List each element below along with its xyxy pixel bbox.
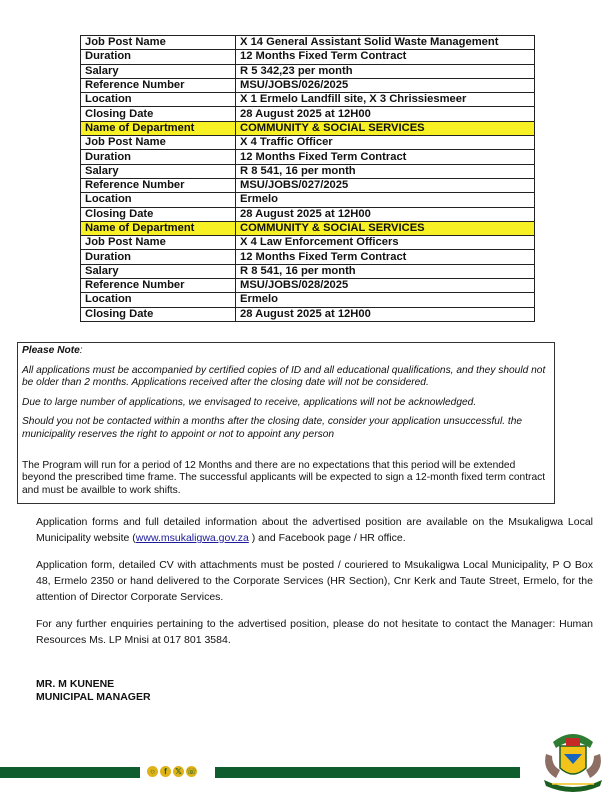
info-paragraph-website: Application forms and full detailed information about the advertised position are available on the Msukaligwa Local Municipality website (www.msukaligwa.gov.za ) and Facebook page / HR office. <box>36 516 593 544</box>
table-row <box>81 264 535 278</box>
table-row <box>81 279 535 293</box>
info-paragraph-submission: Application form, detailed CV with attachments must be posted / couriered to Msukaligwa Local Municipality, P O Box 48, Ermelo 2350 or hand delivered to the Corporate Services (HR Section), Cnr Kerk and Taute Street, Ermelo, for the attention of Director Corporate Services. <box>36 559 593 603</box>
footer-bar-left <box>0 767 140 778</box>
instagram-icon[interactable]: ○ <box>147 766 158 777</box>
row-value: Ermelo <box>236 193 535 207</box>
row-value: R 5 342,23 per month <box>236 64 535 78</box>
row-label: Location <box>81 293 236 307</box>
row-label: Reference Number <box>81 78 236 92</box>
whatsapp-icon[interactable]: ☏ <box>186 767 197 776</box>
note-program-paragraph: The Program will run for a period of 12 Months and there are no expectations that this period will be extended beyond the prescribed time frame. The successful applicants will be expected to sign a 12-month fixed term contract and must be availble to work shifts. <box>22 459 546 496</box>
row-label: Salary <box>81 164 236 178</box>
table-row <box>81 236 535 250</box>
row-label: Job Post Name <box>81 236 236 250</box>
note-paragraph-2: Due to large number of applications, we envisaged to receive, applications will not be acknowledged. <box>22 396 477 408</box>
row-label: Duration <box>81 50 236 64</box>
municipal-crest-icon <box>538 724 608 796</box>
note-paragraph-3: Should you not be contacted within a months after the closing date, consider your application unsuccessful. the municipality reserves the right to appoint or not to appoint any person <box>22 416 523 440</box>
social-icons <box>147 766 197 777</box>
row-label: Closing Date <box>81 207 236 221</box>
row-value: 12 Months Fixed Term Contract <box>236 150 535 164</box>
row-label: Closing Date <box>81 107 236 121</box>
row-value: 28 August 2025 at 12H00 <box>236 207 535 221</box>
row-label: Job Post Name <box>81 136 236 150</box>
table-row <box>81 50 535 64</box>
row-value: X 4 Law Enforcement Officers <box>236 236 535 250</box>
row-value: X 4 Traffic Officer <box>236 136 535 150</box>
row-label: Name of Department <box>81 121 236 135</box>
signatory-title: MUNICIPAL MANAGER <box>36 691 151 703</box>
row-value: 28 August 2025 at 12H00 <box>236 107 535 121</box>
row-label: Salary <box>81 64 236 78</box>
table-row <box>81 293 535 307</box>
row-label: Duration <box>81 150 236 164</box>
row-value: 28 August 2025 at 12H00 <box>236 307 535 321</box>
table-row <box>81 150 535 164</box>
footer-bar <box>0 767 614 778</box>
row-label: Name of Department <box>81 221 236 235</box>
row-label: Location <box>81 193 236 207</box>
table-row <box>81 164 535 178</box>
row-value: MSU/JOBS/026/2025 <box>236 78 535 92</box>
row-label: Salary <box>81 264 236 278</box>
row-value: X 1 Ermelo Landfill site, X 3 Chrissiesmeer <box>236 93 535 107</box>
note-heading: Please Note: <box>22 345 83 356</box>
table-row <box>81 93 535 107</box>
row-value: MSU/JOBS/028/2025 <box>236 279 535 293</box>
row-value: MSU/JOBS/027/2025 <box>236 178 535 192</box>
row-label: Reference Number <box>81 178 236 192</box>
please-note-box <box>17 342 555 504</box>
facebook-icon[interactable]: f <box>160 766 171 777</box>
row-value: 12 Months Fixed Term Contract <box>236 50 535 64</box>
info-paragraph-enquiries: For any further enquiries pertaining to the advertised position, please do not hesitate to contact the Manager: Human Resources Ms. LP Mnisi at 017 801 3584. <box>36 618 593 646</box>
signature-block <box>36 678 151 704</box>
x-icon[interactable]: 𝕏 <box>173 766 184 777</box>
job-posts-table <box>80 35 535 322</box>
table-row <box>81 221 535 235</box>
row-value: Ermelo <box>236 293 535 307</box>
table-row <box>81 121 535 135</box>
row-value: COMMUNITY & SOCIAL SERVICES <box>236 121 535 135</box>
website-link[interactable]: www.msukaligwa.gov.za <box>135 532 249 544</box>
signatory-name: MR. M KUNENE <box>36 678 115 690</box>
table-row <box>81 64 535 78</box>
table-row <box>81 136 535 150</box>
row-value: 12 Months Fixed Term Contract <box>236 250 535 264</box>
row-value: COMMUNITY & SOCIAL SERVICES <box>236 221 535 235</box>
row-label: Reference Number <box>81 279 236 293</box>
row-label: Job Post Name <box>81 36 236 50</box>
row-value: R 8 541, 16 per month <box>236 164 535 178</box>
row-label: Location <box>81 93 236 107</box>
job-posts-table-body <box>81 36 535 322</box>
row-value: R 8 541, 16 per month <box>236 264 535 278</box>
table-row <box>81 78 535 92</box>
note-paragraph-1: All applications must be accompanied by certified copies of ID and all educational qualifications, and they should not be older than 2 months. Applications received after the closing date will not be considered. <box>22 364 546 389</box>
application-info <box>36 514 593 659</box>
table-row <box>81 250 535 264</box>
table-row <box>81 36 535 50</box>
table-row <box>81 307 535 321</box>
footer-bar-right <box>215 767 520 778</box>
table-row <box>81 193 535 207</box>
row-label: Duration <box>81 250 236 264</box>
row-value: X 14 General Assistant Solid Waste Management <box>236 36 535 50</box>
table-row <box>81 178 535 192</box>
table-row <box>81 107 535 121</box>
table-row <box>81 207 535 221</box>
row-label: Closing Date <box>81 307 236 321</box>
